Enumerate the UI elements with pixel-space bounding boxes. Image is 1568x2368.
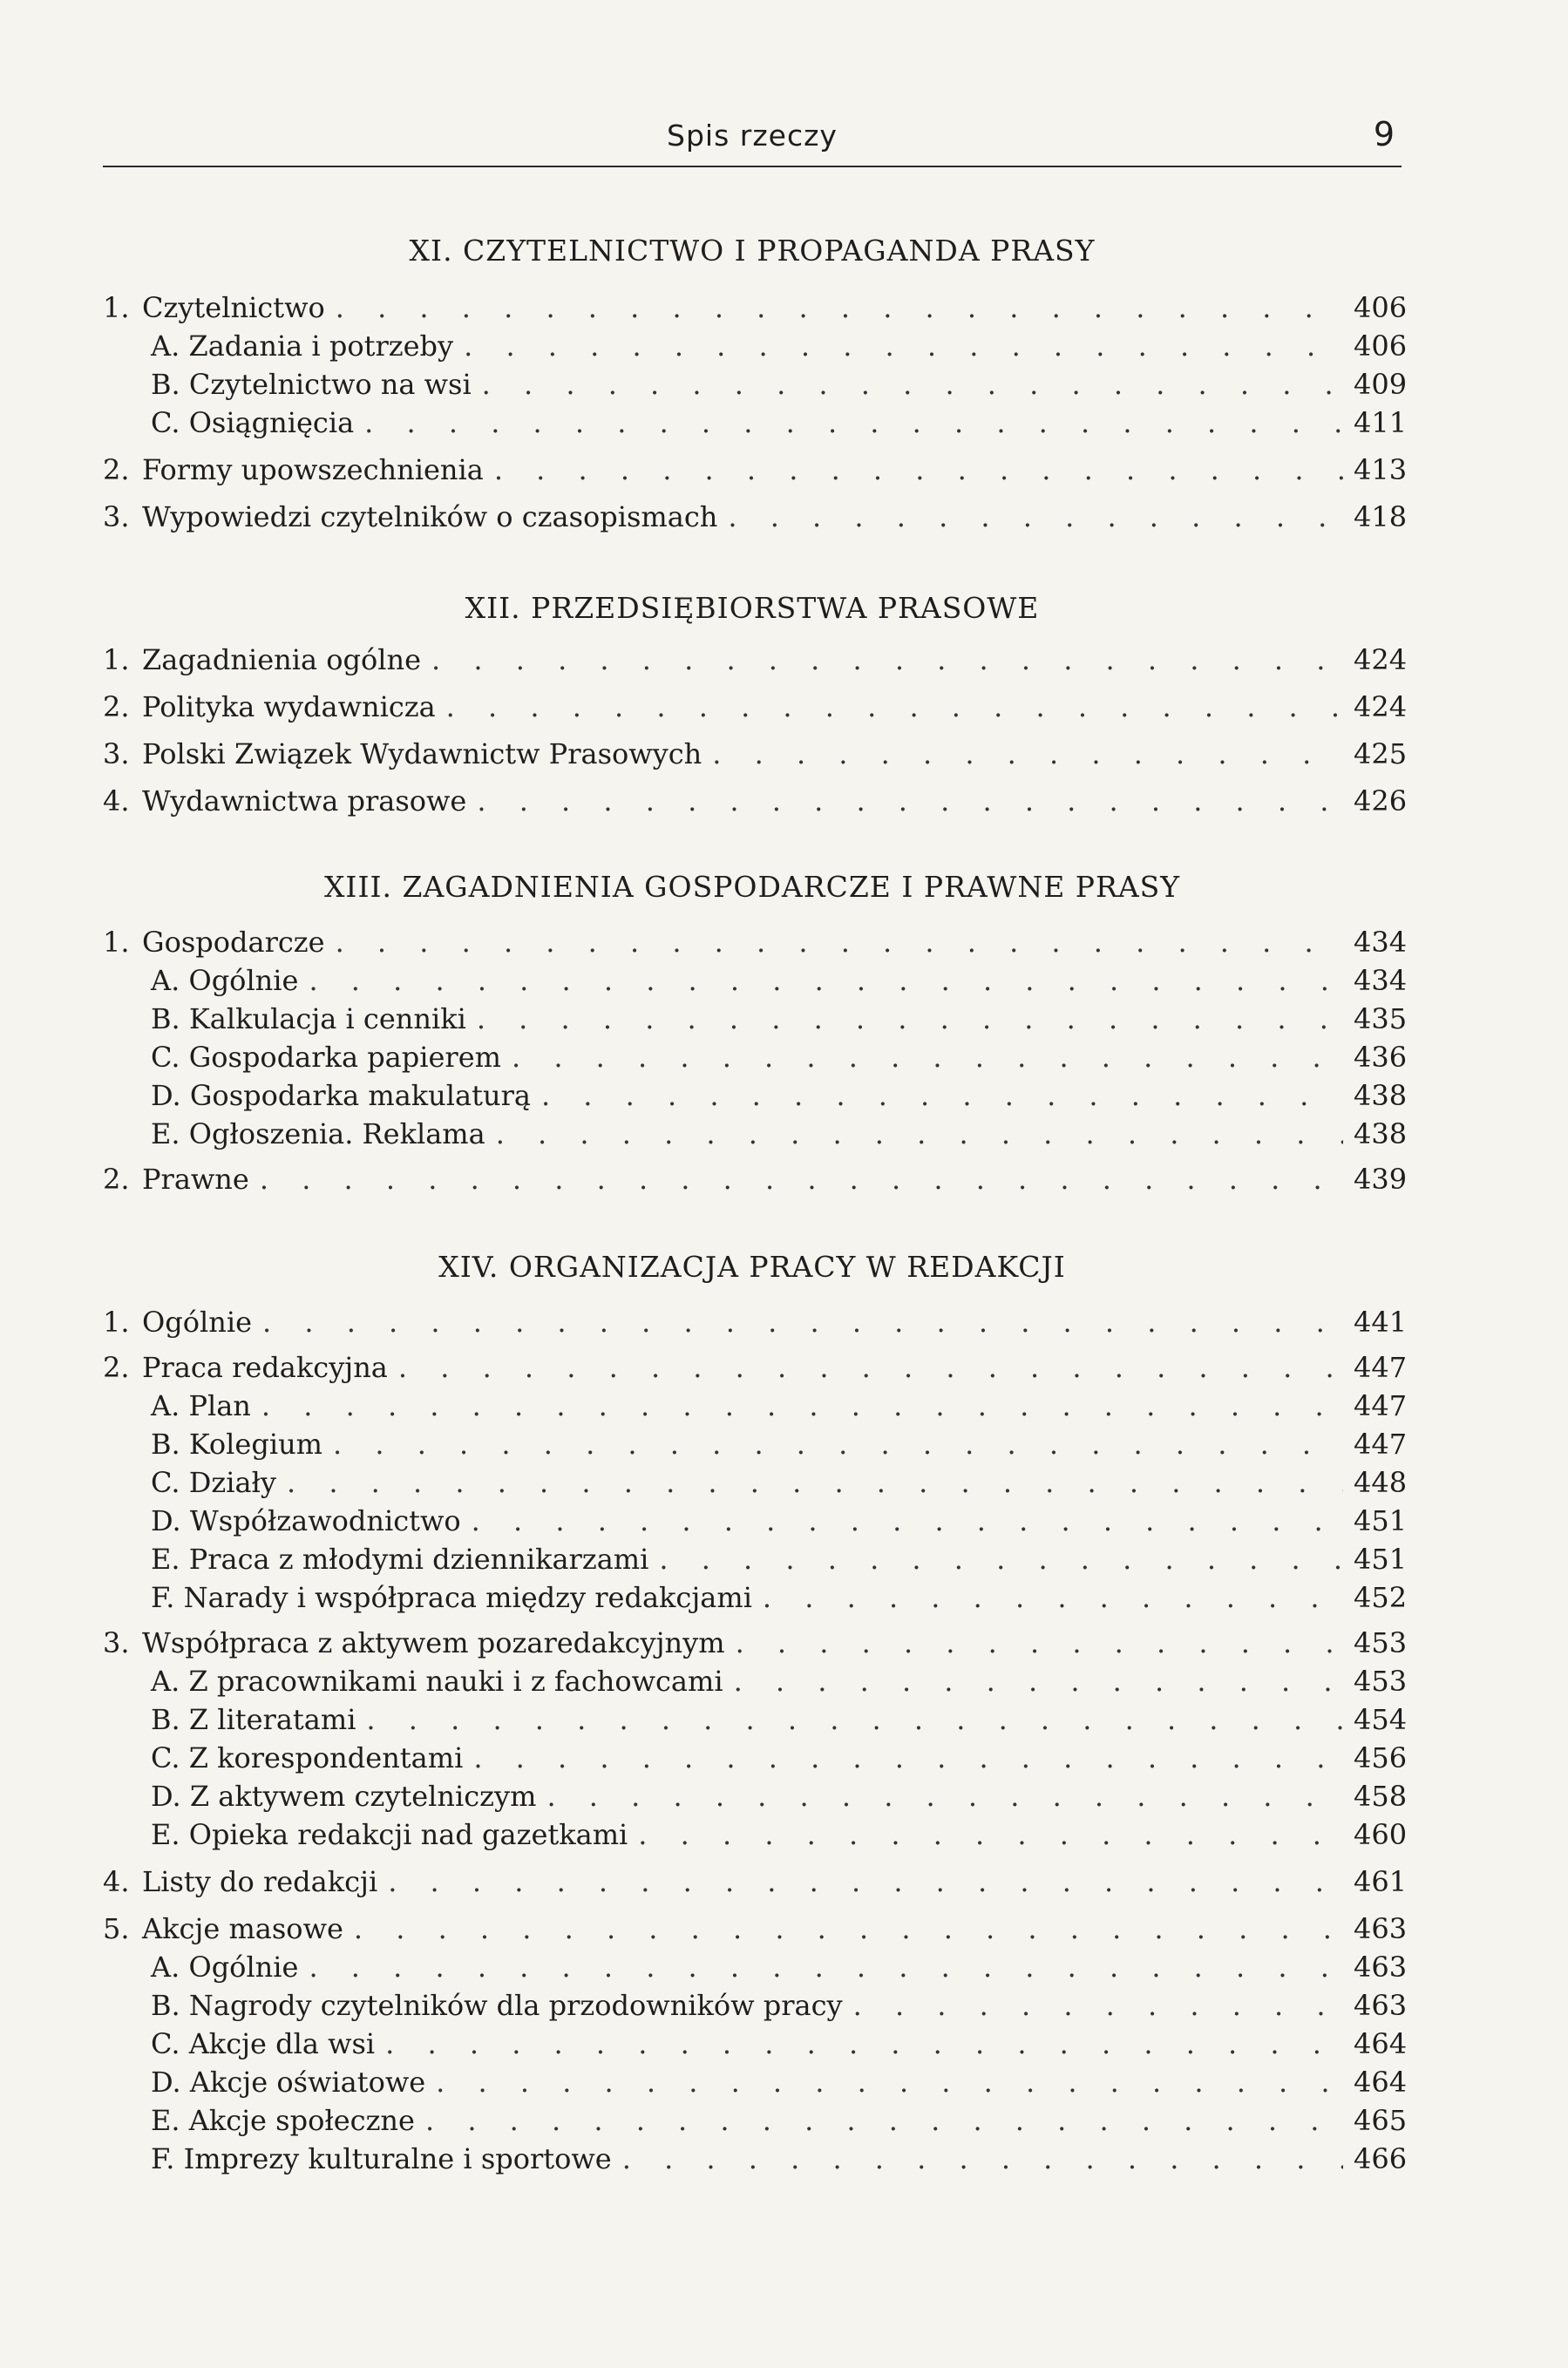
entry-page: 453 [1354,1665,1408,1698]
entry-number: 1. [103,643,130,676]
entry-label: C. Działy [151,1466,276,1499]
entry-label: A. Ogólnie [151,1951,299,1984]
running-title: Spis rzeczy [667,119,838,153]
leader-dots [260,1163,1343,1196]
toc-entry [103,2027,1406,2066]
entry-page: 418 [1354,500,1408,533]
leader-dots [736,1626,1343,1659]
leader-dots [482,368,1343,401]
toc-entry [103,1951,1406,1989]
entry-page: 461 [1354,1865,1408,1898]
toc-entry [103,926,1406,964]
entry-label: A. Ogólnie [151,964,299,997]
entry-label: Polityka wydawnicza [142,690,436,723]
leader-dots [464,329,1343,363]
entry-label: C. Z korespondentami [151,1741,464,1774]
toc-entry [103,1041,1406,1079]
toc-entry [103,291,1406,329]
toc-entry [103,1466,1406,1504]
leader-dots [388,1865,1343,1898]
entry-label: F. Imprezy kulturalne i sportowe [151,2142,612,2175]
entry-label: Formy upowszechnienia [142,453,484,486]
toc-entry [103,2142,1406,2181]
leader-dots [712,737,1343,770]
section-heading-xiii: XIII. ZAGADNIENIA GOSPODARCZE I PRAWNE PRASY [323,870,1181,904]
entry-page: 464 [1354,2027,1408,2060]
entry-page: 458 [1354,1780,1408,1813]
entry-number: 4. [103,784,130,818]
entry-page: 409 [1354,368,1408,401]
toc-entry [103,1780,1406,1818]
toc-entry [103,500,1406,539]
toc-entry [103,368,1406,406]
entry-page: 436 [1354,1041,1408,1074]
entry-label: B. Kolegium [151,1428,323,1461]
entry-label: D. Współzawodnictwo [151,1504,461,1537]
toc-entry [103,329,1406,368]
leader-dots [472,1504,1343,1537]
toc-entry [103,1703,1406,1741]
leader-dots [659,1543,1343,1576]
toc-entry [103,784,1406,823]
toc-entry [103,453,1406,492]
toc-entry [103,1428,1406,1466]
entry-number: 2. [103,1163,130,1196]
entry-number: 1. [103,926,130,959]
entry-label: A. Zadania i potrzeby [151,329,454,363]
entry-label: B. Z literatami [151,1703,356,1736]
entry-number: 1. [103,1306,130,1339]
entry-label: A. Plan [151,1389,251,1422]
leader-dots [734,1665,1343,1698]
page-header [103,113,1402,167]
leader-dots [333,1428,1343,1461]
toc-entry [103,643,1406,682]
entry-number: 3. [103,1626,130,1659]
toc-entry [103,964,1406,1002]
entry-page: 434 [1354,926,1408,959]
toc-entry [103,690,1406,729]
entry-label: Gospodarcze [142,926,325,959]
entry-page: 466 [1354,2142,1408,2175]
leader-dots [496,1117,1343,1150]
entry-page: 406 [1354,329,1408,363]
entry-page: 439 [1354,1163,1408,1196]
toc-entry [103,1163,1406,1201]
toc-entry [103,1117,1406,1156]
toc-entry [103,1002,1406,1041]
section-heading-xi: XI. CZYTELNICTWO I PROPAGANDA PRASY [409,234,1096,268]
toc-entry [103,1818,1406,1856]
entry-label: E. Akcje społeczne [151,2104,415,2137]
leader-dots [546,1780,1343,1813]
leader-dots [425,2104,1343,2137]
entry-page: 406 [1354,291,1408,324]
leader-dots [366,1703,1343,1736]
entry-page: 456 [1354,1741,1408,1774]
leader-dots [309,964,1343,997]
entry-page: 464 [1354,2066,1408,2099]
toc-entry [103,1389,1406,1428]
toc-entry [103,737,1406,776]
entry-number: 3. [103,737,130,770]
entry-number: 2. [103,1351,130,1384]
entry-label: E. Praca z młodymi dziennikarzami [151,1543,649,1576]
leader-dots [853,1989,1343,2022]
toc-entry [103,1079,1406,1117]
entry-label: Listy do redakcji [142,1865,378,1898]
leader-dots [728,500,1343,533]
leader-dots [336,926,1343,959]
toc-entry [103,1626,1406,1665]
entry-label: Czytelnictwo [142,291,325,324]
entry-page: 447 [1354,1428,1408,1461]
section-heading-xiv: XIV. ORGANIZACJA PRACY W REDAKCJI [438,1250,1066,1284]
entry-page: 452 [1354,1581,1408,1614]
entry-page: 465 [1354,2104,1408,2137]
entry-label: B. Kalkulacja i cenniki [151,1002,466,1035]
leader-dots [512,1041,1343,1074]
toc-entry [103,2104,1406,2142]
toc-entry [103,406,1406,444]
entry-number: 5. [103,1912,130,1945]
entry-page: 454 [1354,1703,1408,1736]
toc-entry [103,1741,1406,1780]
leader-dots [436,2066,1343,2099]
leader-dots [354,1912,1343,1945]
toc-entry [103,1989,1406,2027]
leader-dots [638,1818,1343,1851]
entry-label: F. Narady i współpraca między redakcjami [151,1581,752,1614]
leader-dots [261,1389,1343,1422]
entry-label: E. Ogłoszenia. Reklama [151,1117,485,1150]
leader-dots [385,2027,1343,2060]
entry-label: Praca redakcyjna [142,1351,388,1384]
entry-page: 451 [1354,1504,1408,1537]
leader-dots [398,1351,1343,1384]
entry-label: Wypowiedzi czytelników o czasopismach [142,500,718,533]
leader-dots [446,690,1343,723]
entry-page: 438 [1354,1079,1408,1112]
page-number: 9 [1373,115,1395,153]
entry-number: 2. [103,453,130,486]
entry-page: 434 [1354,964,1408,997]
entry-label: Ogólnie [142,1306,252,1339]
entry-page: 460 [1354,1818,1408,1851]
leader-dots [477,1002,1343,1035]
toc-entry [103,1504,1406,1543]
entry-label: B. Nagrody czytelników dla przodowników pracy [151,1989,843,2022]
leader-dots [541,1079,1343,1112]
entry-label: Wydawnictwa prasowe [142,784,467,818]
entry-label: Współpraca z aktywem pozaredakcyjnym [142,1626,725,1659]
entry-number: 1. [103,291,130,324]
leader-dots [309,1951,1343,1984]
toc-entry [103,1306,1406,1344]
leader-dots [622,2142,1343,2175]
entry-label: C. Osiągnięcia [151,406,355,439]
entry-label: Akcje masowe [142,1912,343,1945]
toc-entry [103,1865,1406,1903]
leader-dots [431,643,1343,676]
entry-page: 463 [1354,1989,1408,2022]
entry-label: C. Akcje dla wsi [151,2027,376,2060]
entry-label: Zagadnienia ogólne [142,643,422,676]
entry-page: 424 [1354,643,1408,676]
section-heading-xii: XII. PRZEDSIĘBIORSTWA PRASOWE [465,591,1040,625]
entry-page: 411 [1354,406,1408,439]
entry-page: 453 [1354,1626,1408,1659]
entry-number: 2. [103,690,130,723]
entry-page: 463 [1354,1912,1408,1945]
entry-number: 4. [103,1865,130,1898]
entry-page: 448 [1354,1466,1408,1499]
leader-dots [763,1581,1343,1614]
leader-dots [262,1306,1343,1339]
entry-page: 438 [1354,1117,1408,1150]
leader-dots [287,1466,1343,1499]
entry-label: Polski Związek Wydawnictw Prasowych [142,737,703,770]
entry-label: C. Gospodarka papierem [151,1041,501,1074]
entry-page: 435 [1354,1002,1408,1035]
entry-label: D. Gospodarka makulaturą [151,1079,531,1112]
leader-dots [336,291,1343,324]
entry-label: D. Akcje oświatowe [151,2066,426,2099]
leader-dots [473,1741,1343,1774]
entry-page: 413 [1354,453,1408,486]
entry-page: 447 [1354,1389,1408,1422]
entry-label: A. Z pracownikami nauki i z fachowcami [151,1665,723,1698]
toc-entry [103,1543,1406,1581]
entry-page: 425 [1354,737,1408,770]
toc-entry [103,1351,1406,1389]
leader-dots [477,784,1343,818]
entry-page: 441 [1354,1306,1408,1339]
leader-dots [494,453,1343,486]
leader-dots [364,406,1343,439]
entry-page: 463 [1354,1951,1408,1984]
entry-label: Prawne [142,1163,249,1196]
entry-label: E. Opieka redakcji nad gazetkami [151,1818,628,1851]
toc-entry [103,2066,1406,2104]
entry-page: 426 [1354,784,1408,818]
toc-entry [103,1912,1406,1951]
entry-label: D. Z aktywem czytelniczym [151,1780,537,1813]
toc-entry [103,1581,1406,1619]
entry-page: 447 [1354,1351,1408,1384]
entry-page: 451 [1354,1543,1408,1576]
entry-number: 3. [103,500,130,533]
entry-page: 424 [1354,690,1408,723]
entry-label: B. Czytelnictwo na wsi [151,368,472,401]
toc-entry [103,1665,1406,1703]
